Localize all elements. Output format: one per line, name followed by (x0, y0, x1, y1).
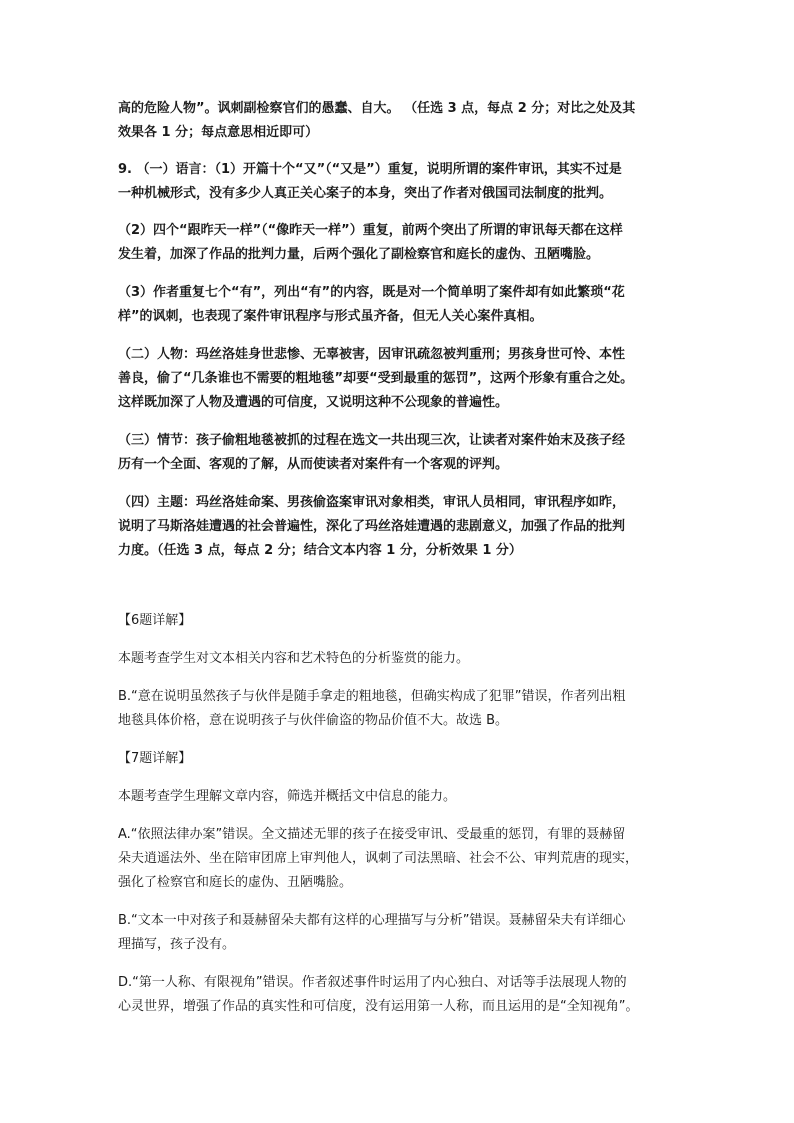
answer-line: 效果各 1 分；每点意思相近即可） (118, 125, 319, 140)
section-heading: 【6题详解】 (118, 613, 192, 628)
explanation-line: 心灵世界，增强了作品的真实性和可信度，没有运用第一人称，而且运用的是“全知视角”。 (118, 999, 639, 1014)
answer-line: 9. （一）语言：（1）开篇十个“又”（“又是”）重复，说明所谓的案件审讯，其实不过是 (118, 162, 622, 177)
explanation-line: 强化了检察官和庭长的虚伪、丑陋嘴脸。 (118, 875, 353, 890)
answer-line: 发生着，加深了作品的批判力量，后两个强化了副检察官和庭长的虚伪、丑陋嘴脸。 (118, 247, 600, 262)
answer-line: （三）情节：孩子偷粗地毯被抓的过程在选文一共出现三次，让读者对案件始末及孩子经 (118, 433, 626, 448)
explanation-line: 理描写，孩子没有。 (118, 937, 236, 952)
explanation-line: 地毯具体价格，意在说明孩子与伙伴偷盗的物品价值不大。故选 B。 (118, 713, 509, 728)
answer-line: 说明了马斯洛娃遭遇的社会普遍性，深化了玛丝洛娃遭遇的悲剧意义，加强了作品的批判 (118, 519, 626, 534)
answer-line: 一种机械形式，没有多少人真正关心案子的本身，突出了作者对俄国司法制度的批判。 (118, 186, 613, 201)
answer-line: 善良，偷了“几条谁也不需要的粗地毯”却要“受到最重的惩罚”，这两个形象有重合之处。 (118, 371, 634, 386)
explanation-line: A.“依照法律办案”错误。全文描述无罪的孩子在接受审讯、受最重的惩罚，有罪的聂赫留 (118, 827, 626, 842)
explanation-line: 本题考查学生对文本相关内容和艺术特色的分析鉴赏的能力。 (118, 651, 470, 666)
answer-line: 高的危险人物”。讽刺副检察官们的愚蠢、自大。 （任选 3 点，每点 2 分；对比之处及其 (118, 101, 636, 116)
answer-line: 这样既加深了人物及遭遇的可信度，又说明这种不公现象的普遍性。 (118, 395, 509, 410)
answer-line: （3）作者重复七个“有”，列出“有”的内容，既是对一个简单明了案件却有如此繁琐“花 (118, 285, 625, 300)
section-heading: 【7题详解】 (118, 751, 192, 766)
answer-line: 力度。（任选 3 点，每点 2 分；结合文本内容 1 分，分析效果 1 分） (118, 543, 522, 558)
answer-line: 样”的讽刺，也表现了案件审讯程序与形式虽齐备，但无人关心案件真相。 (118, 309, 543, 324)
explanation-line: 朵夫逍遥法外、坐在陪审团席上审判他人，讽刺了司法黑暗、社会不公、审判荒唐的现实， (118, 851, 639, 866)
explanation-line: B.“意在说明虽然孩子与伙伴是随手拿走的粗地毯，但确实构成了犯罪”错误，作者列出粗 (118, 689, 626, 704)
explanation-line: B.“文本一中对孩子和聂赫留朵夫都有这样的心理描写与分析”错误。聂赫留朵夫有详细心 (118, 913, 626, 928)
answer-line: （2）四个“跟昨天一样”（“像昨天一样”）重复，前两个突出了所谓的审讯每天都在这样 (118, 223, 623, 238)
explanation-line: 本题考查学生理解文章内容，筛选并概括文中信息的能力。 (118, 789, 457, 804)
answer-line: （四）主题：玛丝洛娃命案、男孩偷盗案审讯对象相类，审讯人员相同，审讯程序如昨， (118, 495, 626, 510)
answer-line: （二）人物：玛丝洛娃身世悲惨、无辜被害，因审讯疏忽被判重刑；男孩身世可怜、本性 (118, 347, 626, 362)
answer-line: 历有一个全面、客观的了解，从而使读者对案件有一个客观的评判。 (118, 457, 509, 472)
explanation-line: D.“第一人称、有限视角”错误。作者叙述事件时运用了内心独白、对话等手法展现人物的 (118, 975, 627, 990)
